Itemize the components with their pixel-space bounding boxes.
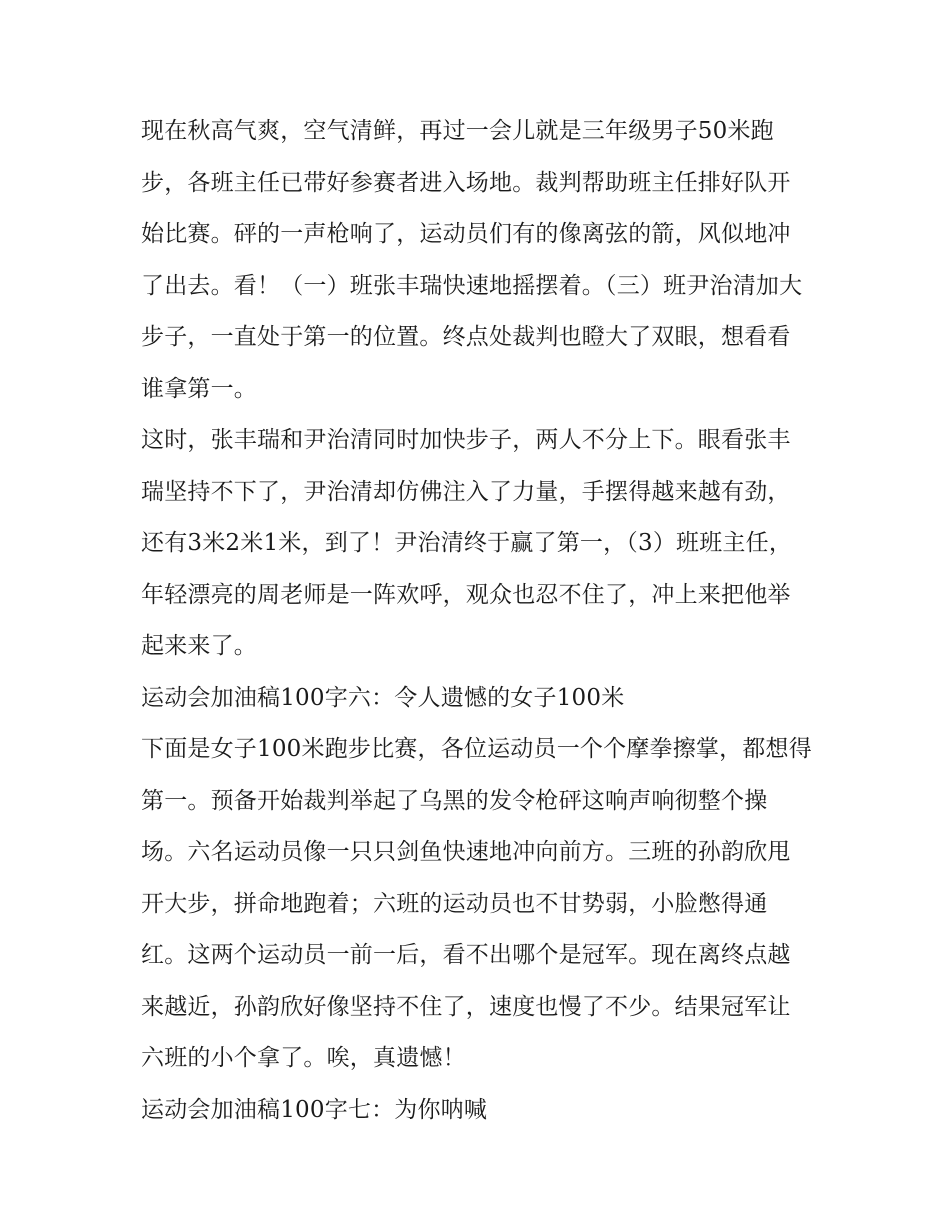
paragraph-boys-50m-race-start: 现在秋高气爽，空气清鲜，再过一会儿就是三年级男子50米跑步，各班主任已带好参赛者进入场地。裁判帮助班主任排好队开始比赛。砰的一声枪响了，运动员们有的像离弦的箭，风似地冲了出去。看！（一）班张丰瑞快速地摇摆着。（三）班尹治清加大步子，一直处于第一的位置。终点处裁判也瞪大了双眼，想看看谁拿第一。: [141, 118, 803, 402]
paragraph-girls-100m-race: 下面是女子100米跑步比赛，各位运动员一个个摩拳擦掌，都想得第一。预备开始裁判举起了乌黑的发令枪砰这响声响彻整个操场。六名运动员像一只只剑鱼快速地冲向前方。三班的孙韵欣甩开大步，拼命地跑着；六班的运动员也不甘势弱，小脸憋得通红。这两个运动员一前一后，看不出哪个是冠军。现在离终点越来越近，孙韵欣好像坚持不住了，速度也慢了不少。结果冠军让六班的小个拿了。唉，真遗憾！: [141, 736, 812, 1071]
document-body: [141, 106, 813, 1136]
paragraph-boys-50m-race-finish: 这时，张丰瑞和尹治清同时加快步子，两人不分上下。眼看张丰瑞坚持不下了，尹治清却仿佛注入了力量，手摆得越来越有劲，还有3米2米1米，到了！尹治清终于赢了第一，（3）班班主任，年轻漂亮的周老师是一阵欢呼，观众也忍不住了，冲上来把他举起来来了。: [141, 427, 793, 659]
section-heading-seven: 运动会加油稿100字七：为你呐喊: [141, 1096, 488, 1123]
section-heading-six: 运动会加油稿100字六：令人遗憾的女子100米: [141, 684, 625, 711]
